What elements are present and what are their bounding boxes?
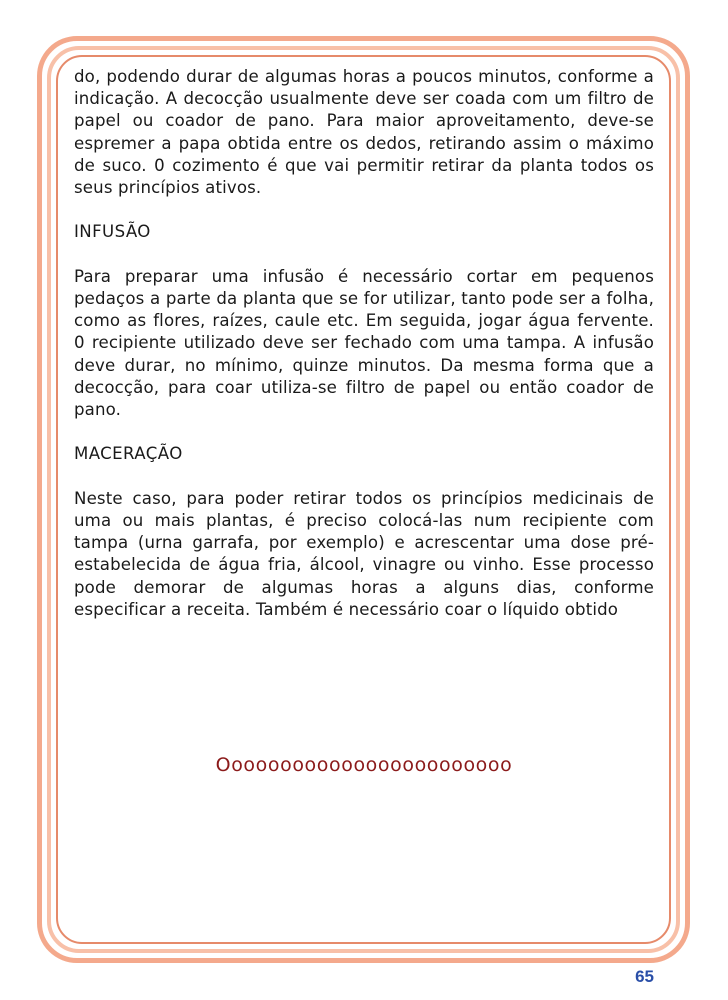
- page-number: 65: [635, 967, 654, 986]
- paragraph-decoction-continued: do, podendo durar de algumas horas a poucos minutos, conforme a indicação. A decocção usualmente deve ser coada com um filtro de papel ou coador de pano. Para maior aproveitamento, deve-se espremer a papa obtida entre os dedos, retirando assim o máximo de suco. 0 cozimento é que vai permitir retirar da planta todos os seus princípios ativos.: [74, 67, 654, 198]
- heading-infusion: INFUSÃO: [74, 222, 151, 242]
- heading-maceration: MACERAÇÃO: [74, 444, 183, 464]
- page-body: [74, 66, 654, 621]
- paragraph-maceration: Neste caso, para poder retirar todos os princípios medicinais de uma ou mais plantas, é preciso colocá-las num recipiente com tampa (urna garrafa, por exemplo) e acrescentar uma dose pré-estabelecida de água fria, álcool, vinagre ou vinho. Esse processo pode demorar de algumas horas a alguns dias, conforme especificar a receita. Também é necessário coar o líquido obtido: [74, 488, 654, 619]
- section-ornament: Oooooooooooooooooooooooo: [215, 754, 513, 776]
- paragraph-infusion: Para preparar uma infusão é necessário cortar em pequenos pedaços a parte da planta que se for utilizar, tanto pode ser a folha, como as flores, raízes, caule etc. Em seguida, jogar água fervente. 0 recipiente utilizado deve ser fechado com uma tampa. A infusão deve durar, no mínimo, quinze minutos. Da mesma forma que a decocção, para coar utiliza-se filtro de papel ou então coador de pano.: [74, 266, 654, 420]
